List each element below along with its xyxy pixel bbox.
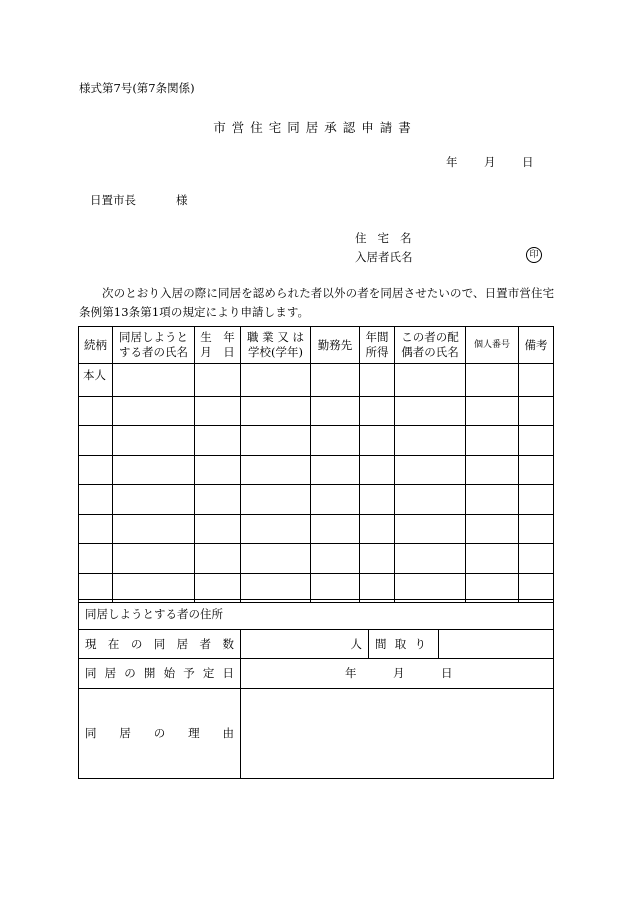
cohabitant-address-label: 同居しようとする者の住所: [85, 607, 223, 622]
label-char: 居: [104, 666, 117, 681]
table-row: [79, 364, 554, 397]
table-cell[interactable]: [360, 396, 395, 426]
table-cell[interactable]: [113, 396, 195, 426]
header-relationship: 続柄: [79, 327, 113, 364]
person-unit: 人: [350, 636, 362, 651]
table-cell[interactable]: [241, 396, 311, 426]
current-count-label: [85, 636, 240, 652]
label-char: の: [153, 726, 166, 740]
current-count-value[interactable]: [241, 629, 369, 659]
table-row: [79, 455, 554, 485]
header-remarks: 備考: [519, 327, 554, 364]
label-char: 始: [163, 666, 176, 681]
table-cell[interactable]: [79, 514, 113, 544]
table-cell[interactable]: [519, 544, 554, 574]
table-row: [79, 544, 554, 574]
label-char: 予: [183, 666, 195, 681]
table-cell[interactable]: [79, 426, 113, 456]
start-date-label-cell: [79, 659, 241, 689]
current-count-label-cell: [79, 629, 241, 659]
label-char: 在: [107, 636, 120, 651]
table-cell[interactable]: [79, 455, 113, 485]
table-cell[interactable]: [113, 544, 195, 574]
label-char: 由: [222, 726, 234, 740]
table-cell[interactable]: [360, 426, 395, 456]
label-char: 間: [375, 636, 387, 651]
table-cell[interactable]: [395, 426, 466, 456]
table-cell[interactable]: [395, 485, 466, 515]
label-char: り: [414, 636, 426, 651]
table-cell[interactable]: [195, 364, 241, 397]
reason-label: [85, 725, 240, 741]
label-char: 開: [143, 666, 156, 681]
header-income: 年間 所得: [360, 327, 395, 364]
table-cell[interactable]: [311, 455, 360, 485]
table-cell[interactable]: [311, 364, 360, 397]
table-cell[interactable]: [360, 485, 395, 515]
table-cell[interactable]: [195, 544, 241, 574]
label-char: 同: [85, 666, 97, 681]
table-cell[interactable]: [395, 455, 466, 485]
label-char: 居: [176, 636, 189, 651]
label-char: 居: [119, 726, 131, 740]
cohabitant-table: [78, 326, 554, 603]
table-cell[interactable]: [113, 514, 195, 544]
relationship-self: 本人: [79, 364, 113, 397]
table-cell[interactable]: [466, 485, 519, 515]
label-char: 同: [153, 636, 166, 651]
reason-value[interactable]: [241, 688, 554, 778]
start-date-month: 月: [393, 666, 405, 681]
header-spouse-name: この者の配 偶者の氏名: [395, 327, 466, 364]
table-cell[interactable]: [360, 514, 395, 544]
label-char: 同: [85, 726, 97, 740]
table-cell[interactable]: [311, 514, 360, 544]
table-cell[interactable]: [360, 455, 395, 485]
addressee: [90, 192, 188, 208]
table-cell[interactable]: [360, 544, 395, 574]
table-cell[interactable]: [79, 485, 113, 515]
table-cell[interactable]: [519, 455, 554, 485]
date-month: 月: [484, 155, 496, 169]
form-number: 様式第7号(第7条関係): [79, 81, 195, 95]
table-cell[interactable]: [466, 426, 519, 456]
table-row: [79, 485, 554, 515]
table-header-row: [79, 327, 554, 364]
start-date-day: 日: [441, 666, 453, 681]
table-cell[interactable]: [113, 426, 195, 456]
date-year: 年: [446, 155, 458, 169]
start-date-label: [85, 665, 240, 681]
table-cell[interactable]: [241, 514, 311, 544]
table-cell[interactable]: [466, 455, 519, 485]
table-cell[interactable]: [395, 364, 466, 397]
cohabitant-address-row[interactable]: [79, 600, 554, 630]
start-date-value[interactable]: [241, 659, 554, 689]
table-cell[interactable]: [519, 426, 554, 456]
table-cell[interactable]: [311, 396, 360, 426]
label-char: 現: [85, 636, 97, 651]
table-cell[interactable]: [395, 514, 466, 544]
table-cell[interactable]: [241, 544, 311, 574]
table-cell[interactable]: [466, 396, 519, 426]
table-cell[interactable]: [195, 396, 241, 426]
floorplan-label: [375, 636, 438, 652]
header-birthdate: 生 年 月 日: [195, 327, 241, 364]
label-char: 理: [188, 726, 200, 740]
label-char: 取: [394, 636, 407, 651]
table-row: [79, 396, 554, 426]
table-cell[interactable]: [195, 485, 241, 515]
addressee-honorific: 様: [176, 193, 188, 207]
table-cell[interactable]: [519, 485, 554, 515]
table-row: [79, 514, 554, 544]
seal-mark: 印: [526, 247, 542, 263]
housing-name-label: 住宅名: [355, 231, 423, 245]
floorplan-value[interactable]: [439, 629, 554, 659]
table-row: [79, 426, 554, 456]
label-char: 日: [222, 666, 234, 681]
floorplan-label-cell: [369, 629, 439, 659]
label-char: 者: [199, 636, 212, 651]
header-workplace: 勤務先: [311, 327, 360, 364]
table-cell[interactable]: [79, 396, 113, 426]
table-cell[interactable]: [113, 455, 195, 485]
start-date-year: 年: [345, 666, 357, 681]
table-cell[interactable]: [519, 396, 554, 426]
table-cell[interactable]: [79, 544, 113, 574]
table-cell[interactable]: [519, 514, 554, 544]
resident-name-label: 入居者氏名: [355, 250, 413, 264]
table-cell[interactable]: [195, 426, 241, 456]
table-cell[interactable]: [241, 455, 311, 485]
table-cell[interactable]: [241, 364, 311, 397]
page-title: 市営住宅同居承認申請書: [213, 120, 417, 135]
table-cell[interactable]: [195, 455, 241, 485]
reason-label-cell: [79, 688, 241, 778]
table-cell[interactable]: [195, 514, 241, 544]
date-line: [446, 154, 534, 170]
label-char: の: [130, 636, 143, 651]
addressee-name: 日置市長: [90, 193, 136, 207]
cohabitation-details-table: [78, 599, 554, 779]
label-char: 数: [222, 636, 234, 651]
table-cell[interactable]: [113, 364, 195, 397]
header-personal-number: 個人番号: [466, 327, 519, 364]
table-cell[interactable]: [241, 485, 311, 515]
table-cell[interactable]: [395, 544, 466, 574]
header-occupation: 職 業 又 は 学校(学年): [241, 327, 311, 364]
table-cell[interactable]: [519, 364, 554, 397]
table-cell[interactable]: [466, 364, 519, 397]
table-cell[interactable]: [466, 544, 519, 574]
table-cell[interactable]: [395, 396, 466, 426]
table-cell[interactable]: [113, 485, 195, 515]
header-cohabitant-name: 同居しようと する者の氏名: [113, 327, 195, 364]
table-cell[interactable]: [311, 426, 360, 456]
table-cell[interactable]: [311, 544, 360, 574]
table-cell[interactable]: [466, 514, 519, 544]
intro-text: 次のとおり入居の際に同居を認められた者以外の者を同居させたいので、日置市営住宅条例第13条第1項の規定により申請します。: [79, 286, 555, 319]
label-char: の: [124, 666, 136, 681]
table-cell[interactable]: [241, 426, 311, 456]
table-cell[interactable]: [311, 485, 360, 515]
date-day: 日: [522, 155, 534, 169]
table-cell[interactable]: [360, 364, 395, 397]
label-char: 定: [202, 666, 215, 681]
